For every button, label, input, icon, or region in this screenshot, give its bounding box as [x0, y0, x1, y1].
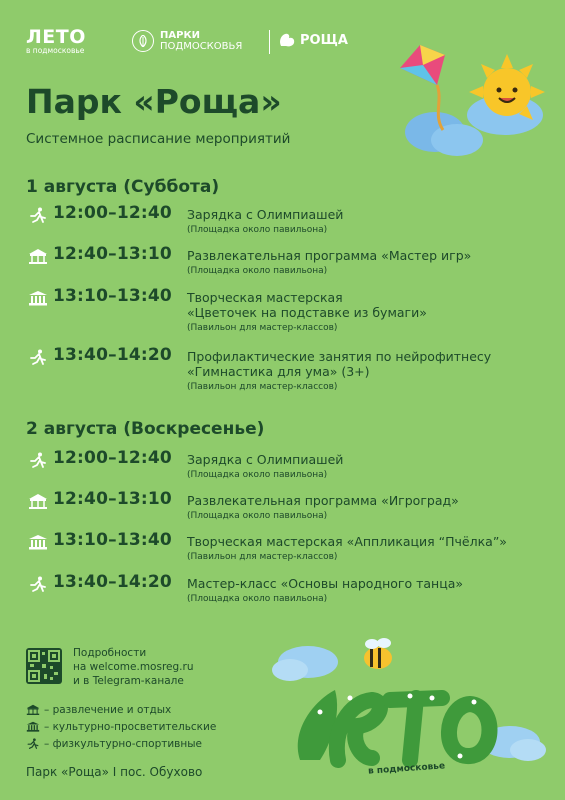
runner-icon — [28, 349, 48, 365]
event-time: 12:40–13:10 — [53, 244, 172, 264]
runner-icon — [26, 738, 40, 749]
grove-logo-text: РОЩА — [300, 32, 348, 48]
event-title-line2: «Гимнастика для ума» (3+) — [187, 364, 370, 379]
details-line: и в Telegram-канале — [73, 675, 184, 687]
grove-logo — [278, 32, 348, 48]
event-row — [26, 450, 545, 490]
leto-logo-text: ЛЕТО — [26, 26, 86, 48]
event-title: Профилактические занятия по нейрофитнесу — [187, 349, 492, 364]
event-title: Зарядка с Олимпиашей — [187, 452, 344, 467]
event-time: 13:40–14:20 — [53, 572, 172, 592]
event-row — [26, 286, 545, 333]
event-row — [26, 532, 545, 572]
carousel-icon — [28, 493, 48, 509]
details-link[interactable]: на welcome.mosreg.ru — [73, 661, 194, 673]
carousel-icon — [26, 704, 40, 715]
event-row — [26, 205, 545, 245]
leaf-icon — [132, 30, 154, 52]
bee-icon — [364, 638, 392, 669]
legend-text: – развлечение и отдых — [44, 703, 172, 716]
carousel-icon — [28, 248, 48, 264]
event-title: Зарядка с Олимпиашей — [187, 207, 344, 222]
legend-item — [26, 701, 216, 718]
legend-text: – культурно-просветительские — [44, 720, 217, 733]
event-location: (Площадка около павильона) — [187, 225, 328, 235]
legend-item — [26, 735, 216, 752]
event-time: 13:10–13:40 — [53, 286, 172, 306]
page-subtitle: Системное расписание мероприятий — [26, 131, 291, 147]
event-location: (Площадка около павильона) — [187, 266, 328, 276]
qr-code[interactable] — [26, 648, 62, 684]
event-row — [26, 491, 545, 531]
event-row — [26, 574, 545, 614]
museum-icon — [28, 290, 48, 306]
event-location: (Площадка около павильона) — [187, 594, 328, 604]
event-time: 12:00–12:40 — [53, 203, 172, 223]
parks-logo — [132, 30, 242, 52]
art-label: в подмосковье — [367, 761, 446, 777]
event-location: (Павильон для мастер-классов) — [187, 323, 338, 333]
event-title: Развлекательная программа «Мастер игр» — [187, 248, 472, 263]
details-line: Подробности — [73, 647, 147, 659]
leto-logo — [26, 28, 86, 55]
legend-item — [26, 718, 216, 735]
kite-sun-illustration — [395, 40, 555, 180]
event-title: Творческая мастерская «Аппликация “Пчёлка”» — [187, 534, 507, 549]
footer-address: Парк «Роща» I пос. Обухово — [26, 765, 203, 779]
day-title: 2 августа (Воскресенье) — [26, 419, 265, 439]
event-time: 12:40–13:10 — [53, 489, 172, 509]
event-row — [26, 246, 545, 286]
runner-icon — [28, 576, 48, 592]
event-time: 13:40–14:20 — [53, 345, 172, 365]
day-title: 1 августа (Суббота) — [26, 177, 220, 197]
event-location: (Площадка около павильона) — [187, 470, 328, 480]
event-location: (Павильон для мастер-классов) — [187, 552, 338, 562]
details-text — [73, 646, 193, 688]
event-location: (Площадка около павильона) — [187, 511, 328, 521]
parks-logo-line2: ПОДМОСКОВЬЯ — [160, 41, 243, 52]
event-location: (Павильон для мастер-классов) — [187, 382, 338, 392]
event-row — [26, 345, 545, 392]
squirrel-icon — [278, 32, 296, 48]
legend — [26, 701, 216, 752]
runner-icon — [28, 207, 48, 223]
museum-icon — [26, 721, 40, 732]
event-title-line2: «Цветочек на подставке из бумаги» — [187, 305, 427, 320]
event-title: Творческая мастерская — [187, 290, 343, 305]
event-title: Развлекательная программа «Игроград» — [187, 493, 459, 508]
leto-logo-sub: в подмосковье — [26, 46, 85, 55]
museum-icon — [28, 534, 48, 550]
legend-text: – физкультурно-спортивные — [44, 737, 202, 750]
event-title: Мастер-класс «Основы народного танца» — [187, 576, 464, 591]
page-title: Парк «Роща» — [26, 82, 282, 121]
parks-logo-line1: ПАРКИ — [160, 30, 200, 41]
runner-icon — [28, 452, 48, 468]
event-time: 13:10–13:40 — [53, 530, 172, 550]
event-time: 12:00–12:40 — [53, 448, 172, 468]
logo-divider — [269, 30, 270, 54]
